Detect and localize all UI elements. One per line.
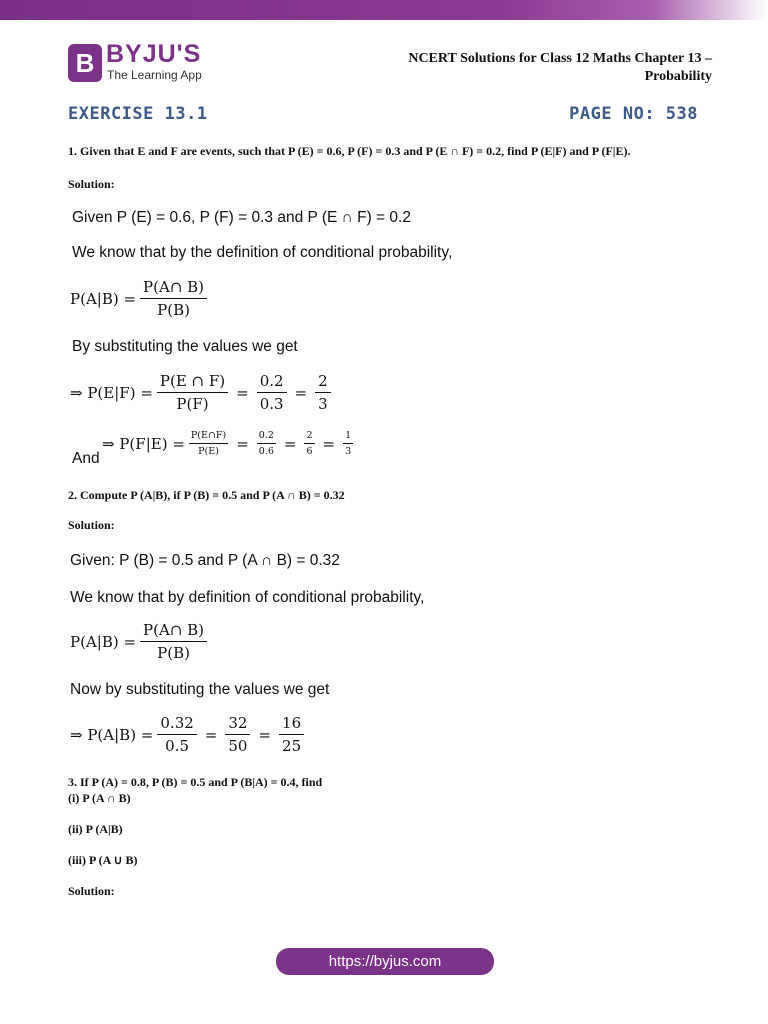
q1-ef-equation	[70, 372, 335, 413]
denominator: 3	[318, 395, 328, 413]
q1-given: Given P (E) = 0.6, P (F) = 0.3 and P (E ∩ F) = 0.2	[72, 209, 411, 226]
denominator: P(F)	[176, 395, 209, 413]
fraction	[343, 430, 353, 457]
question-1: 1. Given that E and F are events, such that P (E) = 0.6, P (F) = 0.3 and P (E ∩ F) = 0.2, find P (E|F) and P (F|E).	[68, 144, 631, 158]
numerator: P(E∩F)	[189, 430, 228, 444]
q2-substituting-text: Now by substituting the values we get	[70, 681, 330, 698]
title-line-2: Probability	[644, 69, 712, 84]
logo-tagline: The Learning App	[107, 68, 202, 82]
exercise-heading: EXERCISE 13.1	[68, 104, 208, 124]
formula-lhs: ⇒ P(E|F) =	[70, 383, 153, 402]
denominator: P(B)	[157, 301, 190, 319]
q2-equation	[70, 714, 308, 755]
fraction	[257, 372, 287, 413]
numerator: P(E ∩ F)	[157, 372, 228, 393]
fraction	[225, 714, 250, 755]
byjus-logo-icon: B	[68, 44, 102, 82]
fraction	[140, 278, 207, 319]
equals-sign: =	[294, 383, 308, 402]
numerator: 32	[225, 714, 250, 735]
denominator: 3	[345, 446, 352, 457]
q3-part-i: (i) P (A ∩ B)	[68, 791, 131, 805]
q3-part-iii: (iii) P (A ∪ B)	[68, 853, 138, 867]
equals-sign: =	[236, 434, 249, 453]
q2-definition-text: We know that by definition of conditional probability,	[70, 589, 425, 606]
solution-label-3: Solution:	[68, 884, 115, 898]
equals-sign: =	[322, 434, 336, 453]
formula-lhs: ⇒ P(A|B) =	[70, 725, 154, 744]
solution-label-1: Solution:	[68, 177, 115, 191]
q1-substituting-text: By substituting the values we get	[72, 338, 298, 355]
q2-given: Given: P (B) = 0.5 and P (A ∩ B) = 0.32	[70, 552, 340, 569]
denominator: 25	[282, 737, 302, 755]
q1-definition-formula	[70, 278, 211, 319]
formula-lhs: P(A|B) =	[70, 289, 137, 308]
equals-sign: =	[283, 434, 297, 453]
top-banner	[0, 0, 768, 20]
denominator: P(E)	[198, 446, 219, 457]
fraction	[157, 372, 228, 413]
numerator: 0.2	[257, 430, 276, 444]
logo-name: BYJU'S	[106, 40, 202, 68]
q3-part-ii: (ii) P (A|B)	[68, 822, 123, 836]
fraction	[279, 714, 304, 755]
formula-lhs: ⇒ P(F|E) =	[102, 434, 185, 453]
numerator: P(A∩ B)	[140, 621, 207, 642]
fraction	[315, 372, 331, 413]
equals-sign: =	[204, 725, 218, 744]
and-label: And	[72, 450, 100, 467]
q1-fe-equation	[102, 430, 357, 457]
numerator: 0.32	[157, 714, 196, 735]
denominator: P(B)	[157, 644, 190, 662]
document-title	[352, 50, 712, 86]
numerator: 0.2	[257, 372, 287, 393]
question-3: 3. If P (A) = 0.8, P (B) = 0.5 and P (B|A) = 0.4, find	[68, 775, 323, 789]
fraction	[257, 430, 276, 457]
q1-definition-text: We know that by the definition of conditional probability,	[72, 244, 453, 261]
numerator: 16	[279, 714, 304, 735]
numerator: 1	[343, 430, 353, 444]
fraction	[304, 430, 314, 457]
fraction	[189, 430, 228, 457]
page-number: PAGE NO: 538	[569, 104, 698, 124]
denominator: 0.6	[258, 446, 274, 457]
fraction	[140, 621, 207, 662]
numerator: 2	[304, 430, 314, 444]
denominator: 6	[306, 446, 313, 457]
title-line-1: NCERT Solutions for Class 12 Maths Chapter 13 –	[408, 51, 712, 66]
fraction	[157, 714, 196, 755]
website-link[interactable]: https://byjus.com	[276, 948, 494, 975]
q2-definition-formula	[70, 621, 211, 662]
solution-label-2: Solution:	[68, 518, 115, 532]
equals-sign: =	[258, 725, 272, 744]
numerator: 2	[315, 372, 331, 393]
numerator: P(A∩ B)	[140, 278, 207, 299]
question-2: 2. Compute P (A|B), if P (B) = 0.5 and P (A ∩ B) = 0.32	[68, 488, 345, 502]
equals-sign: =	[236, 383, 249, 402]
formula-lhs: P(A|B) =	[70, 632, 137, 651]
denominator: 0.3	[259, 395, 284, 413]
denominator: 50	[228, 737, 248, 755]
denominator: 0.5	[165, 737, 190, 755]
